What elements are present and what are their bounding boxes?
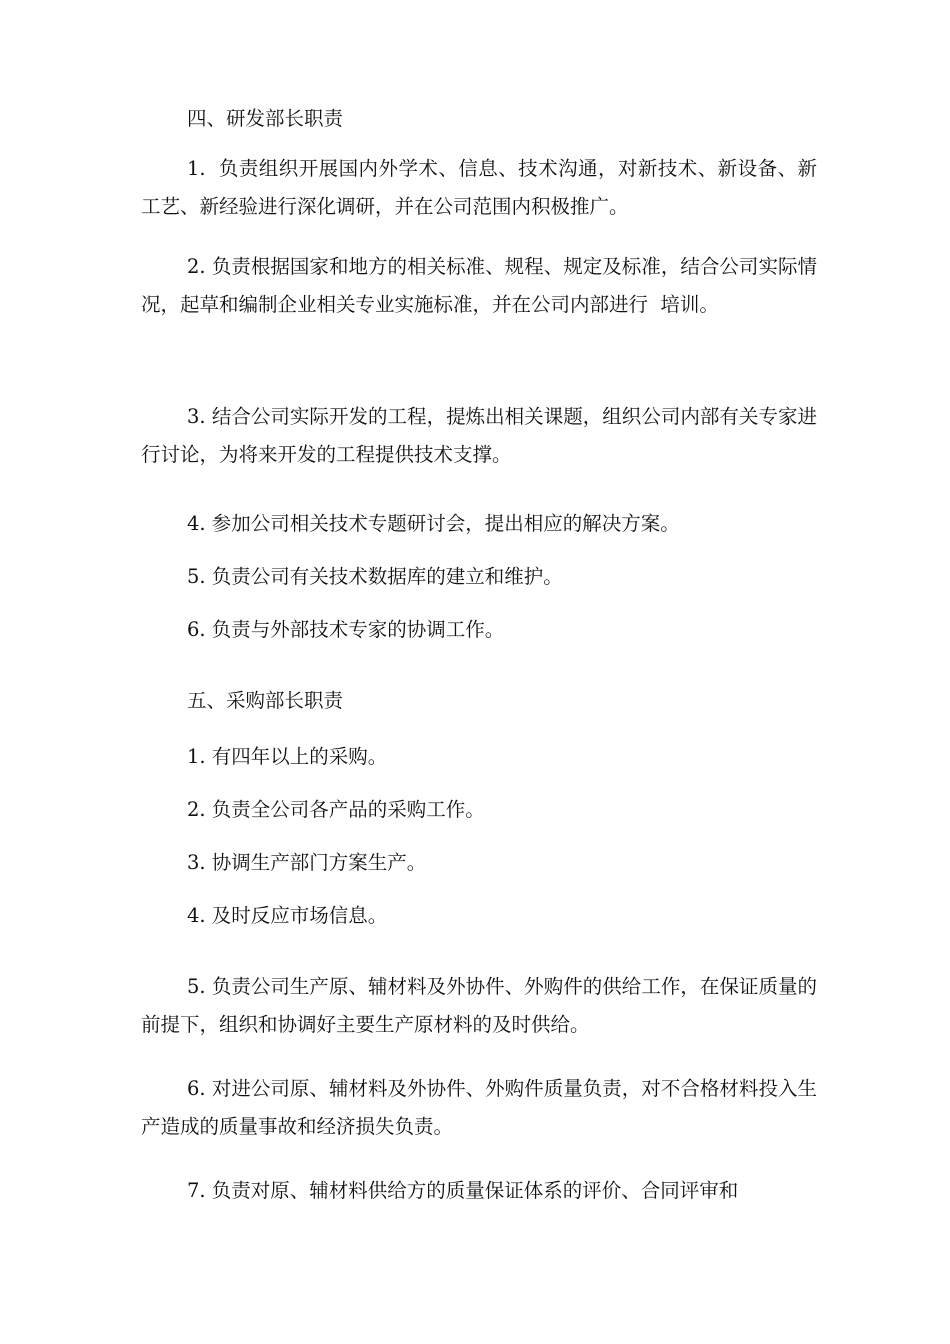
- paragraph-purchasing-item-5: 5. 负责公司生产原、辅材料及外协件、外购件的供给工作，在保证质量的前提下，组织和协调好主要生产原材料的及时供给。: [141, 975, 817, 1036]
- paragraph-rd-item-2: 2. 负责根据国家和地方的相关标准、规程、规定及标准，结合公司实际情况，起草和编制企业相关专业实施标准，并在公司内部进行 培训。: [141, 255, 817, 316]
- paragraph-rd-item-5: 5. 负责公司有关技术数据库的建立和维护。: [187, 565, 563, 588]
- section-heading-purchasing-director: 五、采购部长职责: [187, 689, 344, 712]
- paragraph-rd-item-3: 3. 结合公司实际开发的工程，提炼出相关课题，组织公司内部有关专家进行讨论，为将来开发的工程提供技术支撑。: [141, 405, 817, 466]
- paragraph-rd-item-4: 4. 参加公司相关技术专题研讨会，提出相应的解决方案。: [187, 512, 680, 535]
- paragraph-purchasing-item-2: 2. 负责全公司各产品的采购工作。: [187, 798, 485, 821]
- paragraph-purchasing-item-7: 7. 负责对原、辅材料供给方的质量保证体系的评价、合同评审和: [187, 1179, 739, 1202]
- paragraph-purchasing-item-1: 1. 有四年以上的采购。: [187, 745, 388, 768]
- paragraph-purchasing-item-6: 6. 对进公司原、辅材料及外协件、外购件质量负责，对不合格材料投入生产造成的质量事故和经济损失负责。: [141, 1077, 817, 1138]
- paragraph-purchasing-item-3: 3. 协调生产部门方案生产。: [187, 851, 427, 874]
- section-heading-rd-director: 四、研发部长职责: [187, 107, 344, 130]
- paragraph-purchasing-item-4: 4. 及时反应市场信息。: [187, 904, 388, 927]
- paragraph-rd-item-1: 1. 负责组织开展国内外学术、信息、技术沟通，对新技术、新设备、新工艺、新经验进行深化调研，并在公司范围内积极推广。: [141, 157, 817, 218]
- paragraph-rd-item-6: 6. 负责与外部技术专家的协调工作。: [187, 618, 505, 641]
